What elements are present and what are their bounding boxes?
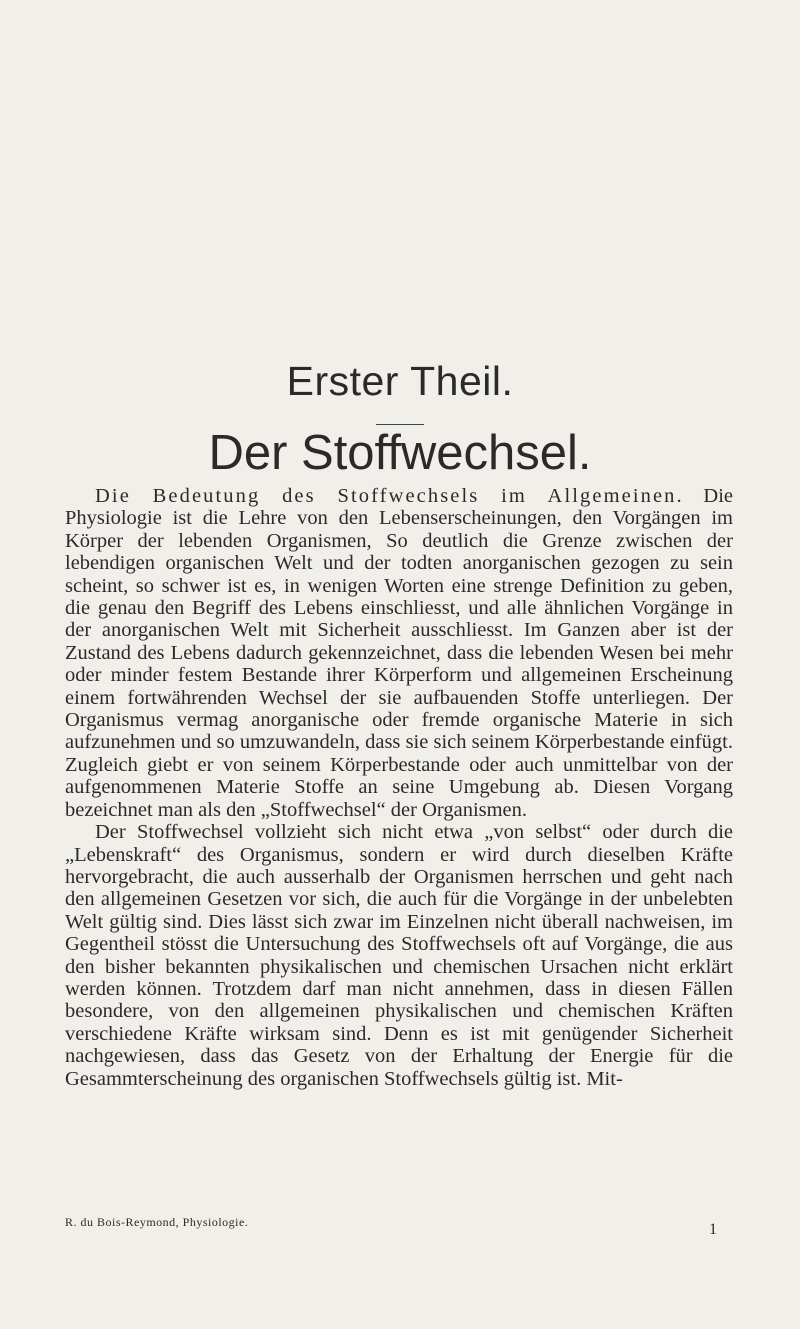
footer-reference: R. du Bois-Reymond, Physiologie. <box>65 1215 249 1229</box>
paragraph-1-text: Die Physiologie ist die Lehre von den Lebenserscheinungen, den Vorgängen im Körper der lebenden Organismen, So deutlich die Grenze zwischen der lebendigen organischen Welt und der todten anorganischen gezogen zu sein scheint, so schwer ist es, in wenigen Worten eine strenge Definition zu geben, die genau den Begriff des Lebens einschliesst, und alle ähnlichen Vorgänge in der anorganischen Welt mit Sicherheit ausschliesst. Im Ganzen aber ist der Zustand des Lebens dadurch gekennzeichnet, dass die lebenden Wesen bei mehr oder minder festem Bestande ihrer Körperform und allgemeinen Erscheinung einem fortwährenden Wechsel der sie aufbauenden Stoffe unterliegen. Der Organismus vermag anorganische oder fremde organische Materie in sich aufzunehmen und so umzuwandeln, dass sie sich seinem Körperbestande einfügt. Zugleich giebt er von seinem Körperbestande oder auch unmittelbar von der aufgenommenen Materie Stoffe an seine Umgebung ab. Diesen Vorgang bezeichnet man als den „Stoffwechsel“ der Organismen. <box>65 485 733 821</box>
signature-mark: 1 <box>709 1221 717 1238</box>
page-footer <box>65 1213 733 1238</box>
chapter-title: Der Stoffwechsel. <box>208 426 592 480</box>
paragraph-2 <box>65 821 733 1090</box>
paragraph-2-text: Der Stoffwechsel vollzieht sich nicht etwa „von selbst“ oder durch die „Lebenskraft“ des Organismus, sondern er wird durch dieselben Kräfte hervorgebracht, die auch ausserhalb der Organismen herrschen und geht nach den allgemeinen Gesetzen vor sich, die auch für die Vorgänge in der unbelebten Welt gültig sind. Dies lässt sich zwar im Einzelnen nicht überall nachweisen, im Gegentheil stösst die Untersuchung des Stoffwechsels oft auf Vorgänge, die aus den bisher bekannten physikalischen und chemischen Ursachen nicht erklärt werden können. Trotzdem darf man nicht annehmen, dass in diesen Fällen besondere, von den allgemeinen physikalischen und chemischen Kräften verschiedene Kräfte wirksam sind. Denn es ist mit genügender Sicherheit nachgewiesen, dass das Gesetz von der Erhaltung der Energie für die Gesammterscheinung des organischen Stoffwechsels gültig ist. Mit- <box>65 821 733 1090</box>
section-lead: Die Bedeutung des Stoffwechsels im Allgemeinen. <box>95 485 684 507</box>
paragraph-1 <box>65 485 733 821</box>
part-title: Erster Theil. <box>286 358 514 404</box>
body-text <box>65 485 733 1090</box>
